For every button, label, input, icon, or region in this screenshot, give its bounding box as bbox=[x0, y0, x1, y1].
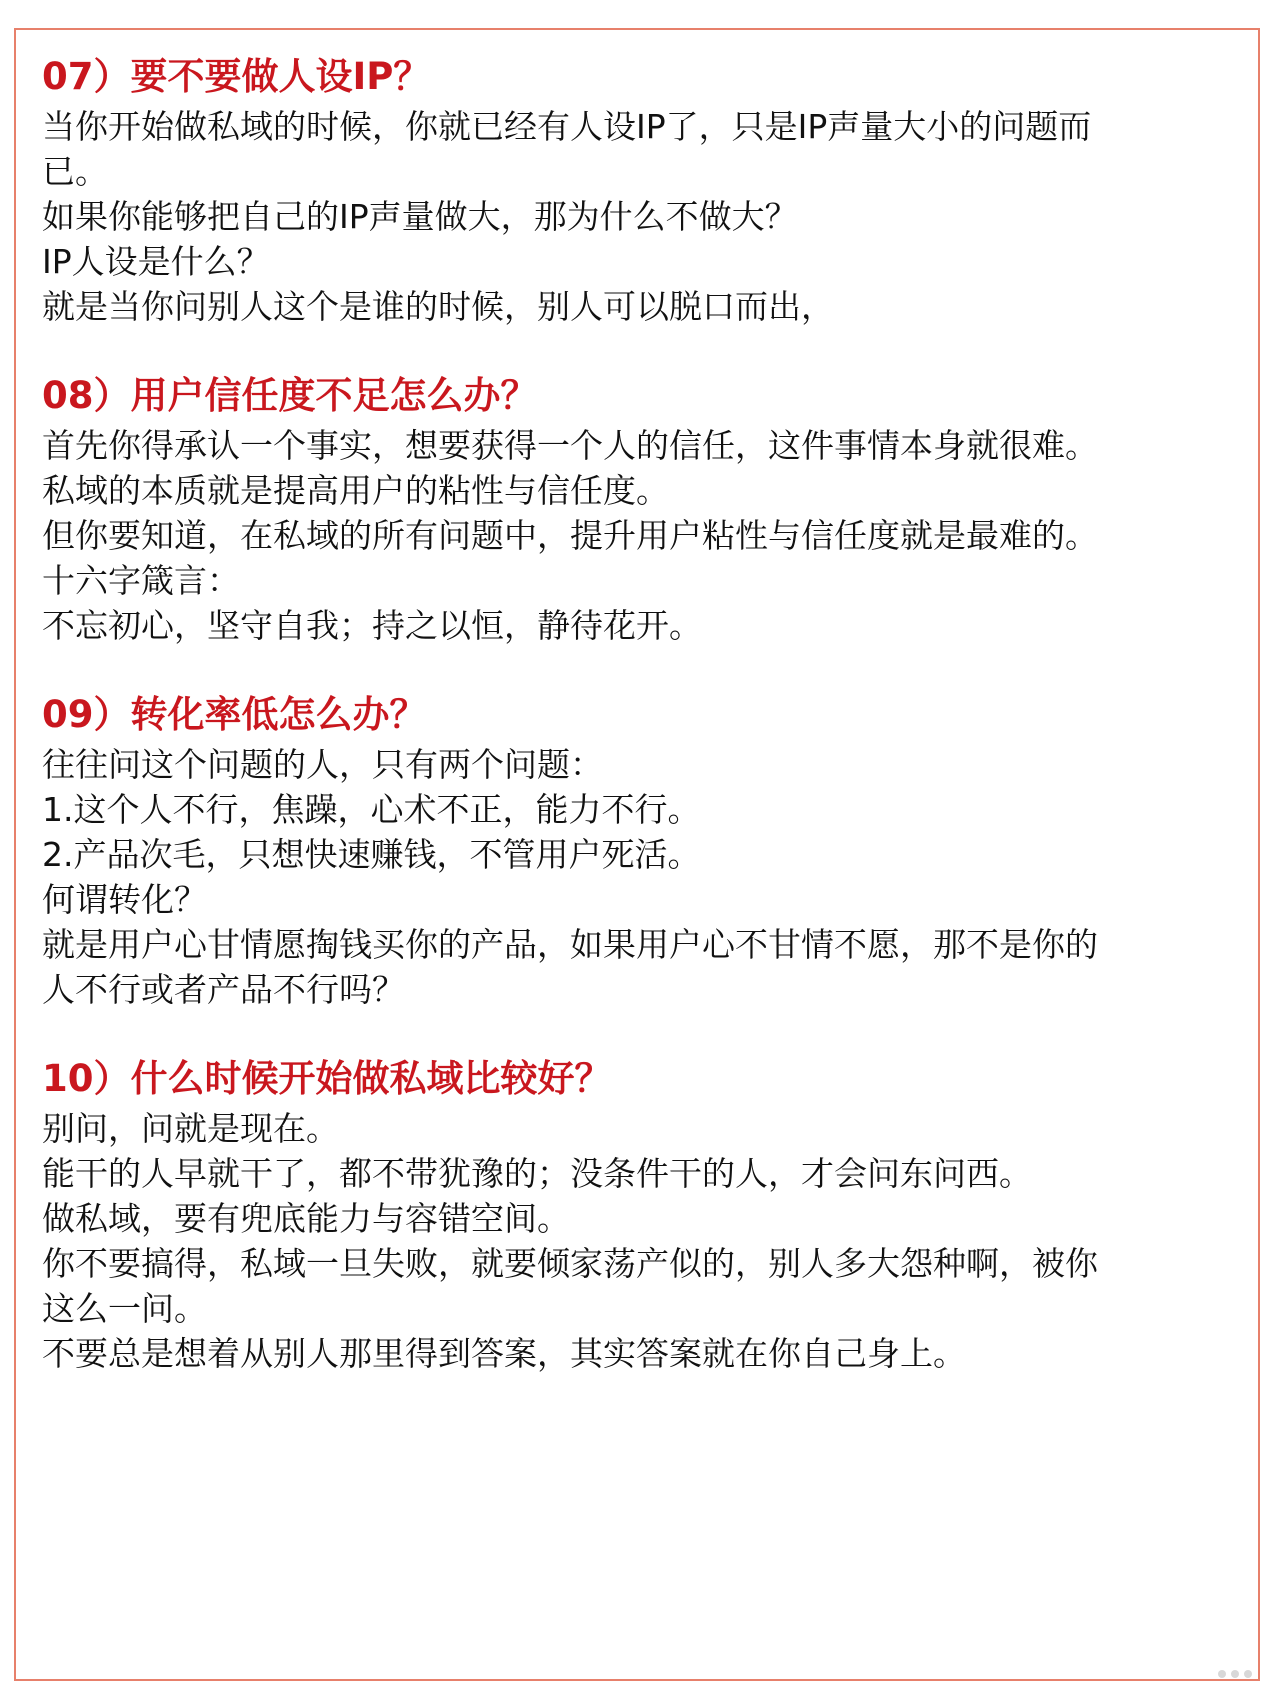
paragraph-line: 私域的本质就是提高用户的粘性与信任度。 bbox=[42, 471, 669, 510]
section-heading: 10）什么时候开始做私域比较好？ bbox=[42, 1057, 612, 1100]
paragraph-line: 人不行或者产品不行吗？ bbox=[42, 970, 405, 1009]
paragraph-line: 能干的人早就干了，都不带犹豫的；没条件干的人，才会问东问西。 bbox=[42, 1154, 1032, 1193]
paragraph-line: 不要总是想着从别人那里得到答案，其实答案就在你自己身上。 bbox=[42, 1334, 966, 1373]
section-heading: 08）用户信任度不足怎么办？ bbox=[42, 374, 538, 417]
paragraph-line: 不忘初心，坚守自我；持之以恒，静待花开。 bbox=[42, 606, 702, 645]
paragraph-line: 就是当你问别人这个是谁的时候，别人可以脱口而出， bbox=[42, 287, 834, 326]
paragraph-line: 1.这个人不行，焦躁，心术不正，能力不行。 bbox=[42, 790, 701, 829]
more-dots-icon bbox=[1218, 1669, 1258, 1679]
section-heading: 07）要不要做人设IP？ bbox=[42, 55, 431, 98]
section-10 bbox=[42, 1052, 1252, 1376]
paragraph-line: 如果你能够把自己的IP声量做大，那为什么不做大？ bbox=[42, 197, 798, 236]
paragraph-line: 十六字箴言： bbox=[42, 561, 240, 600]
section-07 bbox=[42, 50, 1252, 329]
paragraph-line: 往往问这个问题的人，只有两个问题： bbox=[42, 745, 603, 784]
article-content bbox=[42, 50, 1252, 1376]
paragraph-line: 做私域，要有兜底能力与容错空间。 bbox=[42, 1199, 570, 1238]
paragraph-line: 但你要知道，在私域的所有问题中，提升用户粘性与信任度就是最难的。 bbox=[42, 516, 1098, 555]
paragraph-line: 这么一问。 bbox=[42, 1289, 207, 1328]
section-09 bbox=[42, 688, 1252, 1012]
dot-icon bbox=[1231, 1670, 1239, 1678]
paragraph-line: IP人设是什么？ bbox=[42, 242, 270, 281]
paragraph-line: 你不要搞得，私域一旦失败，就要倾家荡产似的，别人多大怨种啊，被你 bbox=[42, 1244, 1098, 1283]
paragraph-line: 首先你得承认一个事实，想要获得一个人的信任，这件事情本身就很难。 bbox=[42, 426, 1098, 465]
dot-icon bbox=[1218, 1670, 1226, 1678]
section-08 bbox=[42, 369, 1252, 648]
paragraph-line: 别问，问就是现在。 bbox=[42, 1109, 339, 1148]
paragraph-line: 何谓转化？ bbox=[42, 880, 207, 919]
paragraph-line: 已。 bbox=[42, 152, 108, 191]
paragraph-line: 2.产品次毛，只想快速赚钱，不管用户死活。 bbox=[42, 835, 701, 874]
dot-icon bbox=[1244, 1670, 1252, 1678]
section-heading: 09）转化率低怎么办？ bbox=[42, 693, 427, 736]
paragraph-line: 就是用户心甘情愿掏钱买你的产品，如果用户心不甘情不愿，那不是你的 bbox=[42, 925, 1098, 964]
paragraph-line: 当你开始做私域的时候，你就已经有人设IP了，只是IP声量大小的问题而 bbox=[42, 107, 1092, 146]
